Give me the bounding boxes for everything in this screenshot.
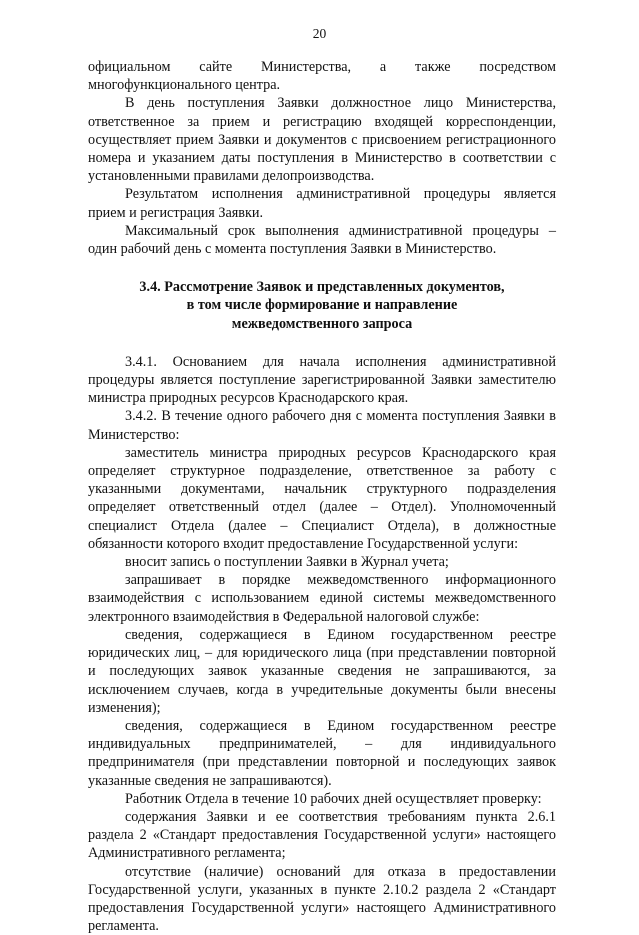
paragraph: вносит запись о поступлении Заявки в Журнал учета; <box>125 554 449 571</box>
paragraph: 3.4.2. В течение одного рабочего дня с момента поступления Заявки в Министерство: <box>88 408 556 443</box>
section-heading <box>88 278 556 333</box>
section-heading-line: 3.4. Рассмотрение Заявок и представленных документов, <box>139 279 505 296</box>
section-heading-line: в том числе формирование и направление <box>186 297 458 314</box>
section-heading-line: межведомственного запроса <box>231 315 413 332</box>
paragraph: содержания Заявки и ее соответствия требованиям пункта 2.6.1 раздела 2 «Стандарт предоставления Государственной услуги» настоящего Административного регламента; <box>88 808 556 862</box>
paragraph: отсутствие (наличие) оснований для отказа в предоставлении Государственной услуги, указанных в пункте 2.10.2 раздела 2 «Стандарт предоставления Государственной услуги» настоящего Административного регламента. <box>88 863 556 935</box>
paragraph: сведения, содержащиеся в Едином государственном реестре юридических лиц, – для юридического лица (при представлении повторной и последующих заявок указанные сведения не запрашиваются, за исключением случаев, когда в учредительные документы были внесены изменения); <box>88 626 556 716</box>
paragraph: заместитель министра природных ресурсов Краснодарского края определяет структурное подразделение, ответственное за работу с указанными документами, начальник структурного подразделения определяет ответственный отдел (далее – Отдел). Уполномоченный специалист Отдела (далее – Специалист Отдела), в должностные обязанности которого входит предоставление Государственной услуги: <box>88 444 556 552</box>
paragraph: В день поступления Заявки должностное лицо Министерства, ответственное за прием и регистрацию входящей корреспонденции, осуществляет прием Заявки и документов с присвоением регистрационного номера и указанием даты поступления в Министерство в соответствии с установленными правилами делопроизводства. <box>88 95 556 185</box>
paragraph: Максимальный срок выполнения административной процедуры – один рабочий день с момента поступления Заявки в Министерство. <box>88 222 556 258</box>
paragraph: Работник Отдела в течение 10 рабочих дней осуществляет проверку: <box>125 790 542 807</box>
paragraph: официальном сайте Министерства, а также посредством многофункционального центра. <box>88 59 556 94</box>
paragraph: сведения, содержащиеся в Едином государственном реестре индивидуальных предпринимателей, – для индивидуального предпринимателя (при представлении повторной и последующих заявок указанные сведения не запрашиваются). <box>88 717 556 789</box>
document-body <box>88 58 556 935</box>
paragraph: запрашивает в порядке межведомственного информационного взаимодействия с использованием единой системы межведомственного электронного взаимодействия в Федеральной налоговой службе: <box>88 572 556 625</box>
page-number: 20 <box>312 26 327 41</box>
paragraph: 3.4.1. Основанием для начала исполнения административной процедуры является поступление зарегистрированной Заявки заместителю министра природных ресурсов Краснодарского края. <box>88 353 556 407</box>
paragraph: Результатом исполнения административной процедуры является прием и регистрация Заявки. <box>88 186 556 221</box>
